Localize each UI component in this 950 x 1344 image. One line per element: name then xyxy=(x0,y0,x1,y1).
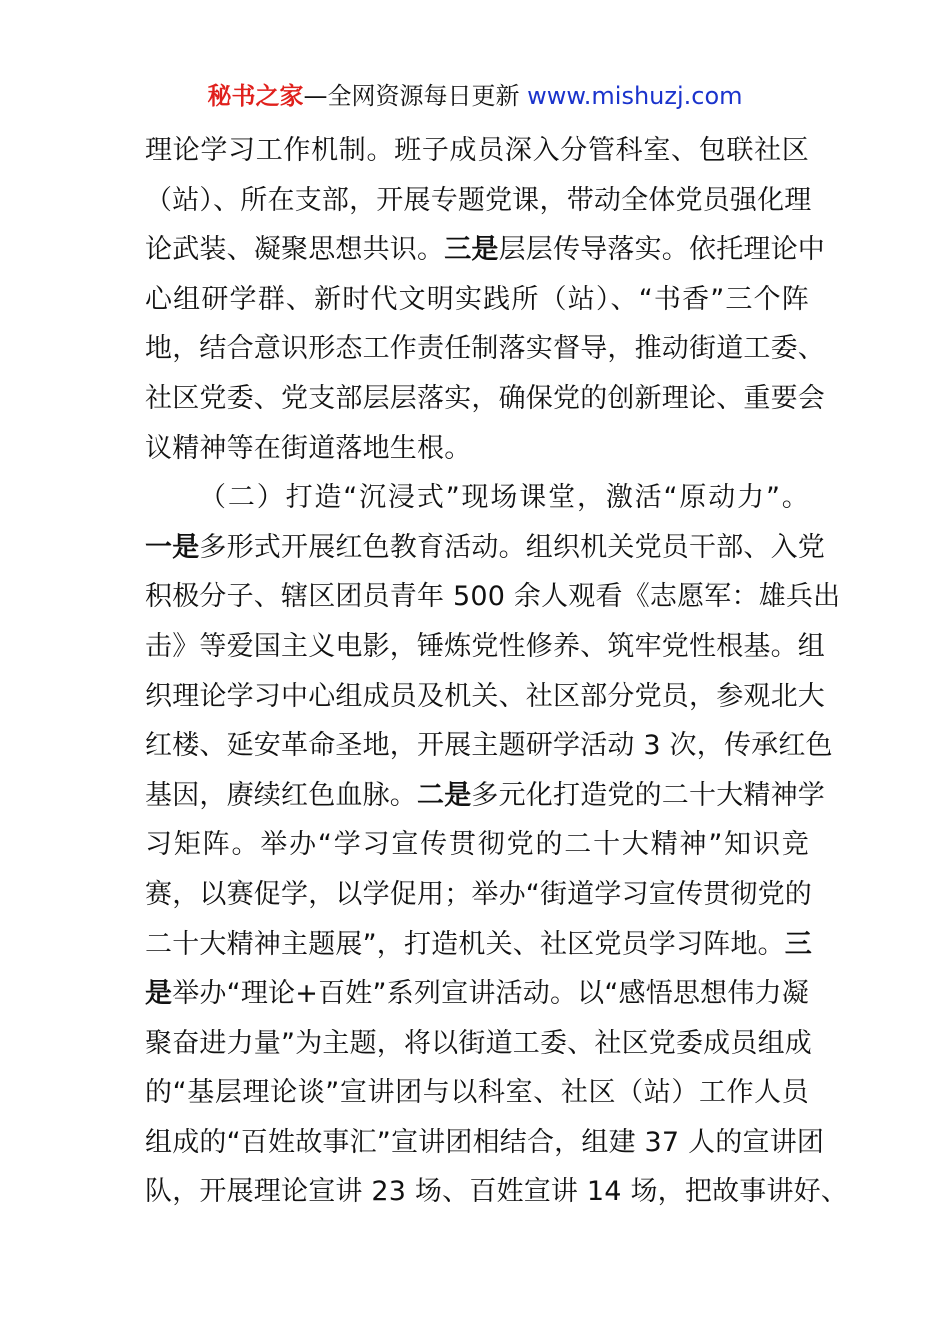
text-segment: 习矩阵。举办“学习宣传贯彻党的二十大精神”知识竞 xyxy=(145,829,809,861)
text-line xyxy=(145,473,809,523)
text-segment: 基因，赓续红色血脉。 xyxy=(145,779,417,811)
text-segment: 心组研学群、新时代文明实践所（站）、“书香”三个阵 xyxy=(145,283,809,315)
text-segment: 多元化打造党的二十大精神学 xyxy=(471,779,826,811)
site-tagline: —全网资源每日更新 xyxy=(303,82,520,110)
bold-text-segment: 是 xyxy=(145,978,173,1010)
text-line xyxy=(145,1167,849,1217)
bold-text-segment: 二是 xyxy=(417,779,472,811)
text-segment: 社区党委、党支部层层落实，确保党的创新理论、重要会 xyxy=(145,382,825,414)
text-segment: 赛，以赛促学，以学促用；举办“街道学习宣传贯彻党的 xyxy=(145,878,812,910)
text-line xyxy=(145,126,809,176)
text-line xyxy=(145,176,812,226)
bold-text-segment: 一是 xyxy=(145,531,200,563)
text-line xyxy=(145,1019,812,1069)
text-line xyxy=(145,771,826,821)
text-line xyxy=(145,225,826,275)
site-url-link[interactable]: www.mishuzj.com xyxy=(527,82,743,110)
text-segment: 积极分子、辖区团员青年 500 余人观看《志愿军：雄兵出 xyxy=(145,581,841,613)
text-line xyxy=(145,1118,825,1168)
text-segment: 队，开展理论宣讲 23 场、百姓宣讲 14 场，把故事讲好、 xyxy=(145,1176,849,1208)
text-segment: （二）打造“沉浸式”现场课堂，激活“原动力”。 xyxy=(199,482,809,514)
text-segment: 举办“理论+百姓”系列宣讲活动。以“感悟思想伟力凝 xyxy=(172,978,809,1010)
text-line xyxy=(145,721,833,771)
text-segment: 织理论学习中心组成员及机关、社区部分党员，参观北大 xyxy=(145,680,825,712)
site-brand: 秘书之家 xyxy=(207,82,304,110)
text-line xyxy=(145,1068,809,1118)
text-line xyxy=(145,324,825,374)
text-segment: 二十大精神主题展”，打造机关、社区党员学习阵地。 xyxy=(145,928,785,960)
text-segment: （站）、所在支部，开展专题党课，带动全体党员强化理 xyxy=(145,184,812,216)
text-line xyxy=(145,969,809,1019)
text-line xyxy=(145,572,841,622)
text-segment: 理论学习工作机制。班子成员深入分管科室、包联社区 xyxy=(145,135,809,166)
text-segment: 论武装、凝聚思想共识。 xyxy=(145,234,445,266)
text-line xyxy=(145,275,809,325)
site-header xyxy=(0,78,950,114)
text-line xyxy=(145,523,826,573)
text-line xyxy=(145,870,812,920)
text-segment: 层层传导落实。依托理论中 xyxy=(498,234,826,266)
text-segment: 多形式开展红色教育活动。组织机关党员干部、入党 xyxy=(199,531,826,563)
text-line xyxy=(145,672,825,722)
bold-text-segment: 三 xyxy=(784,928,812,960)
text-line xyxy=(145,622,825,672)
document-body xyxy=(145,126,849,1217)
text-segment: 组成的“百姓故事汇”宣讲团相结合，组建 37 人的宣讲团 xyxy=(145,1126,825,1158)
text-segment: 的“基层理论谈”宣讲团与以科室、社区（站）工作人员 xyxy=(145,1077,809,1109)
text-line xyxy=(145,820,809,870)
text-line xyxy=(145,920,812,970)
text-line xyxy=(145,374,825,424)
text-segment: 击》等爱国主义电影，锤炼党性修养、筑牢党性根基。组 xyxy=(145,630,825,662)
text-segment: 地，结合意识形态工作责任制落实督导，推动街道工委、 xyxy=(145,333,825,365)
text-segment: 聚奋进力量”为主题，将以街道工委、社区党委成员组成 xyxy=(145,1027,812,1059)
text-line xyxy=(145,424,809,474)
text-segment: 议精神等在街道落地生根。 xyxy=(145,432,472,464)
bold-text-segment: 三是 xyxy=(444,234,499,266)
text-segment: 红楼、延安革命圣地，开展主题研学活动 3 次，传承红色 xyxy=(145,730,833,762)
